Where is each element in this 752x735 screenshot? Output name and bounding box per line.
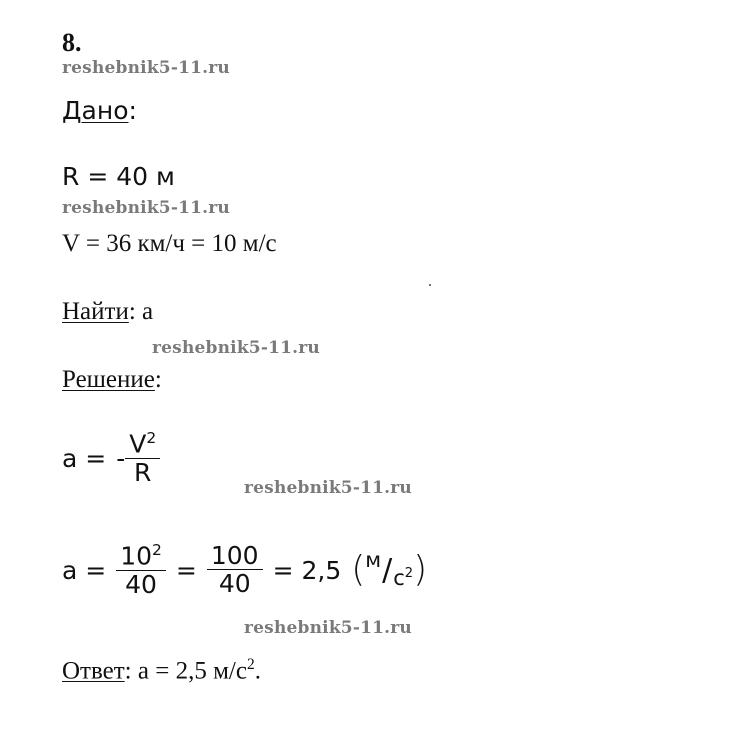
formula-denominator: R (134, 457, 152, 487)
watermark: reshebnik5-11.ru (62, 198, 230, 218)
calc-fraction-1 (116, 542, 166, 598)
find-rest: : a (128, 298, 154, 325)
calc-fraction-2 (207, 540, 263, 598)
solution-heading: Решение (62, 366, 155, 393)
solution-heading-line (62, 366, 162, 394)
formula-numerator: $V^2$ (129, 429, 157, 459)
calc-equals-1: = (175, 555, 197, 585)
answer-line (62, 656, 261, 685)
calc-unit (351, 548, 428, 591)
calculation (62, 542, 427, 598)
unit-top: м (365, 548, 382, 573)
find-heading: Найти (62, 298, 129, 325)
calc-lhs: a = (62, 555, 107, 585)
given-velocity: V = 36 км/ч = 10 м/с (62, 230, 277, 257)
watermark: reshebnik5-11.ru (62, 58, 230, 78)
formula-lhs: a = (62, 443, 107, 473)
unit-open-paren: ( (351, 549, 366, 591)
answer-end: . (254, 657, 261, 685)
watermark: reshebnik5-11.ru (244, 618, 412, 638)
given-radius: R = 40 м (62, 162, 175, 191)
watermark: reshebnik5-11.ru (244, 478, 412, 498)
formula-fraction (125, 430, 160, 486)
calc-fraction-2-denominator: 40 (218, 568, 251, 598)
answer-exp: 2 (246, 656, 255, 673)
given-colon: : (128, 96, 137, 125)
problem-number: 8. (62, 28, 82, 57)
calc-fraction-2-numerator: 100 (210, 540, 259, 570)
given-heading-line (62, 96, 137, 125)
unit-bottom: $с^2$ (393, 566, 414, 591)
stray-dot (429, 284, 431, 286)
calc-fraction-1-numerator: $10^2$ (120, 541, 162, 571)
calc-result: = 2,5 (272, 555, 342, 585)
answer-rest: : a = 2,5 м/с (124, 657, 247, 685)
formula (62, 430, 170, 486)
watermark: reshebnik5-11.ru (152, 338, 320, 358)
calc-fraction-1-denominator: 40 (125, 569, 157, 599)
answer-heading: Ответ (62, 657, 125, 685)
unit-slash: / (382, 552, 393, 588)
find-line (62, 298, 153, 326)
formula-dash: - (116, 443, 126, 473)
given-heading: Дано (62, 96, 129, 125)
solution-colon: : (154, 366, 162, 393)
unit-close-paren: ) (413, 549, 428, 591)
